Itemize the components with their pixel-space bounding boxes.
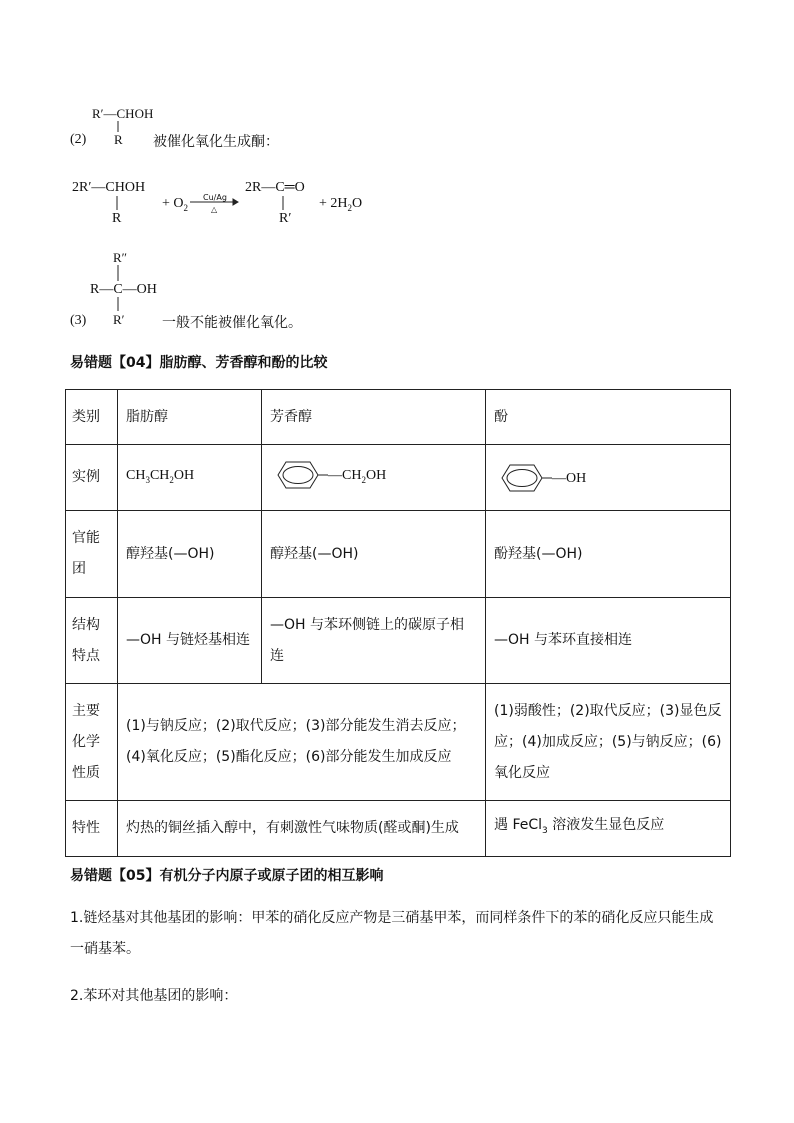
special-phenol: 遇 FeCl$_3$ 溶液发生显色反应 [486, 801, 731, 857]
comparison-table [65, 389, 731, 857]
item2-number: (2) [70, 132, 87, 147]
paragraph-2: 2.苯环对其他基团的影响： [70, 988, 238, 1004]
item2-struct-top: R′—CHOH [92, 106, 154, 121]
table-header-row [66, 390, 731, 445]
props-alcohol: (1)与钠反应；(2)取代反应；(3)部分能发生消去反应；(4)氧化反应；(5)酯化反应；(6)部分能发生加成反应 [118, 684, 486, 801]
struct-aromatic: —OH 与苯环侧链上的碳原子相连 [262, 598, 486, 684]
benzene-ring-icon [494, 462, 552, 494]
eq-reactant-sub: R [112, 211, 122, 226]
struct-label: 结构 特点 [66, 598, 118, 684]
item3-middle: R—C—OH [90, 282, 157, 297]
bond-lines [0, 0, 794, 340]
table-row-functional-group [66, 511, 731, 598]
group-phenol: 酚羟基(—OH) [486, 511, 731, 598]
struct-phenol: —OH 与苯环直接相连 [486, 598, 731, 684]
paragraph-1: 1.链烃基对其他基团的影响：甲苯的硝化反应产物是三硝基甲苯，而同样条件下的苯的硝化反应只能生成一硝基苯。 [70, 910, 714, 957]
special-alcohol: 灼热的铜丝插入醇中，有刺激性气味物质(醛或酮)生成 [118, 801, 486, 857]
table-row-properties [66, 684, 731, 801]
benzene-ring-icon [270, 459, 328, 491]
header-category: 类别 [66, 390, 118, 445]
table-row-special [66, 801, 731, 857]
group-aromatic: 醇羟基(—OH) [262, 511, 486, 598]
example-phenol: —OH [486, 445, 731, 511]
eq-product: 2R—C═O [245, 180, 305, 195]
group-label: 官能 团 [66, 511, 118, 598]
props-label: 主要 化学 性质 [66, 684, 118, 801]
props-phenol: (1)弱酸性；(2)取代反应；(3)显色反应；(4)加成反应；(5)与钠反应；(6)氧化反应 [486, 684, 731, 801]
table-row-structure [66, 598, 731, 684]
eq-product-sub: R′ [279, 211, 292, 226]
example-label: 实例 [66, 445, 118, 511]
heading-04: 易错题【04】脂肪醇、芳香醇和酚的比较 [70, 355, 328, 371]
example-fatty: $CH_3CH_2OH$ [118, 445, 262, 511]
eq-arrow-condition-top: Cu/Ag [203, 193, 227, 202]
item2-description: 被催化氧化生成酮： [153, 134, 279, 150]
struct-fatty: —OH 与链烃基相连 [118, 598, 262, 684]
item3-number: (3) [70, 313, 87, 328]
eq-arrow-head [233, 199, 238, 205]
item2-struct-bottom: R [114, 132, 123, 147]
eq-arrow-condition-bottom: △ [211, 205, 218, 214]
header-fatty-alcohol: 脂肪醇 [118, 390, 262, 445]
item3-description: 一般不能被催化氧化。 [162, 315, 302, 331]
eq-reactant: 2R′—CHOH [72, 180, 146, 195]
header-phenol: 酚 [486, 390, 731, 445]
header-aromatic-alcohol: 芳香醇 [262, 390, 486, 445]
item3-bottom: R′ [113, 312, 125, 327]
heading-05: 易错题【05】有机分子内原子或原子团的相互影响 [70, 868, 384, 884]
group-fatty: 醇羟基(—OH) [118, 511, 262, 598]
special-label: 特性 [66, 801, 118, 857]
eq-plus-water: + $2H_2O$ [319, 196, 363, 213]
eq-plus-o2: + $O_2$ [162, 196, 189, 213]
item3-top: R″ [113, 250, 128, 265]
example-aromatic: $—CH_2OH$ [262, 445, 486, 511]
table-row-example [66, 445, 731, 511]
